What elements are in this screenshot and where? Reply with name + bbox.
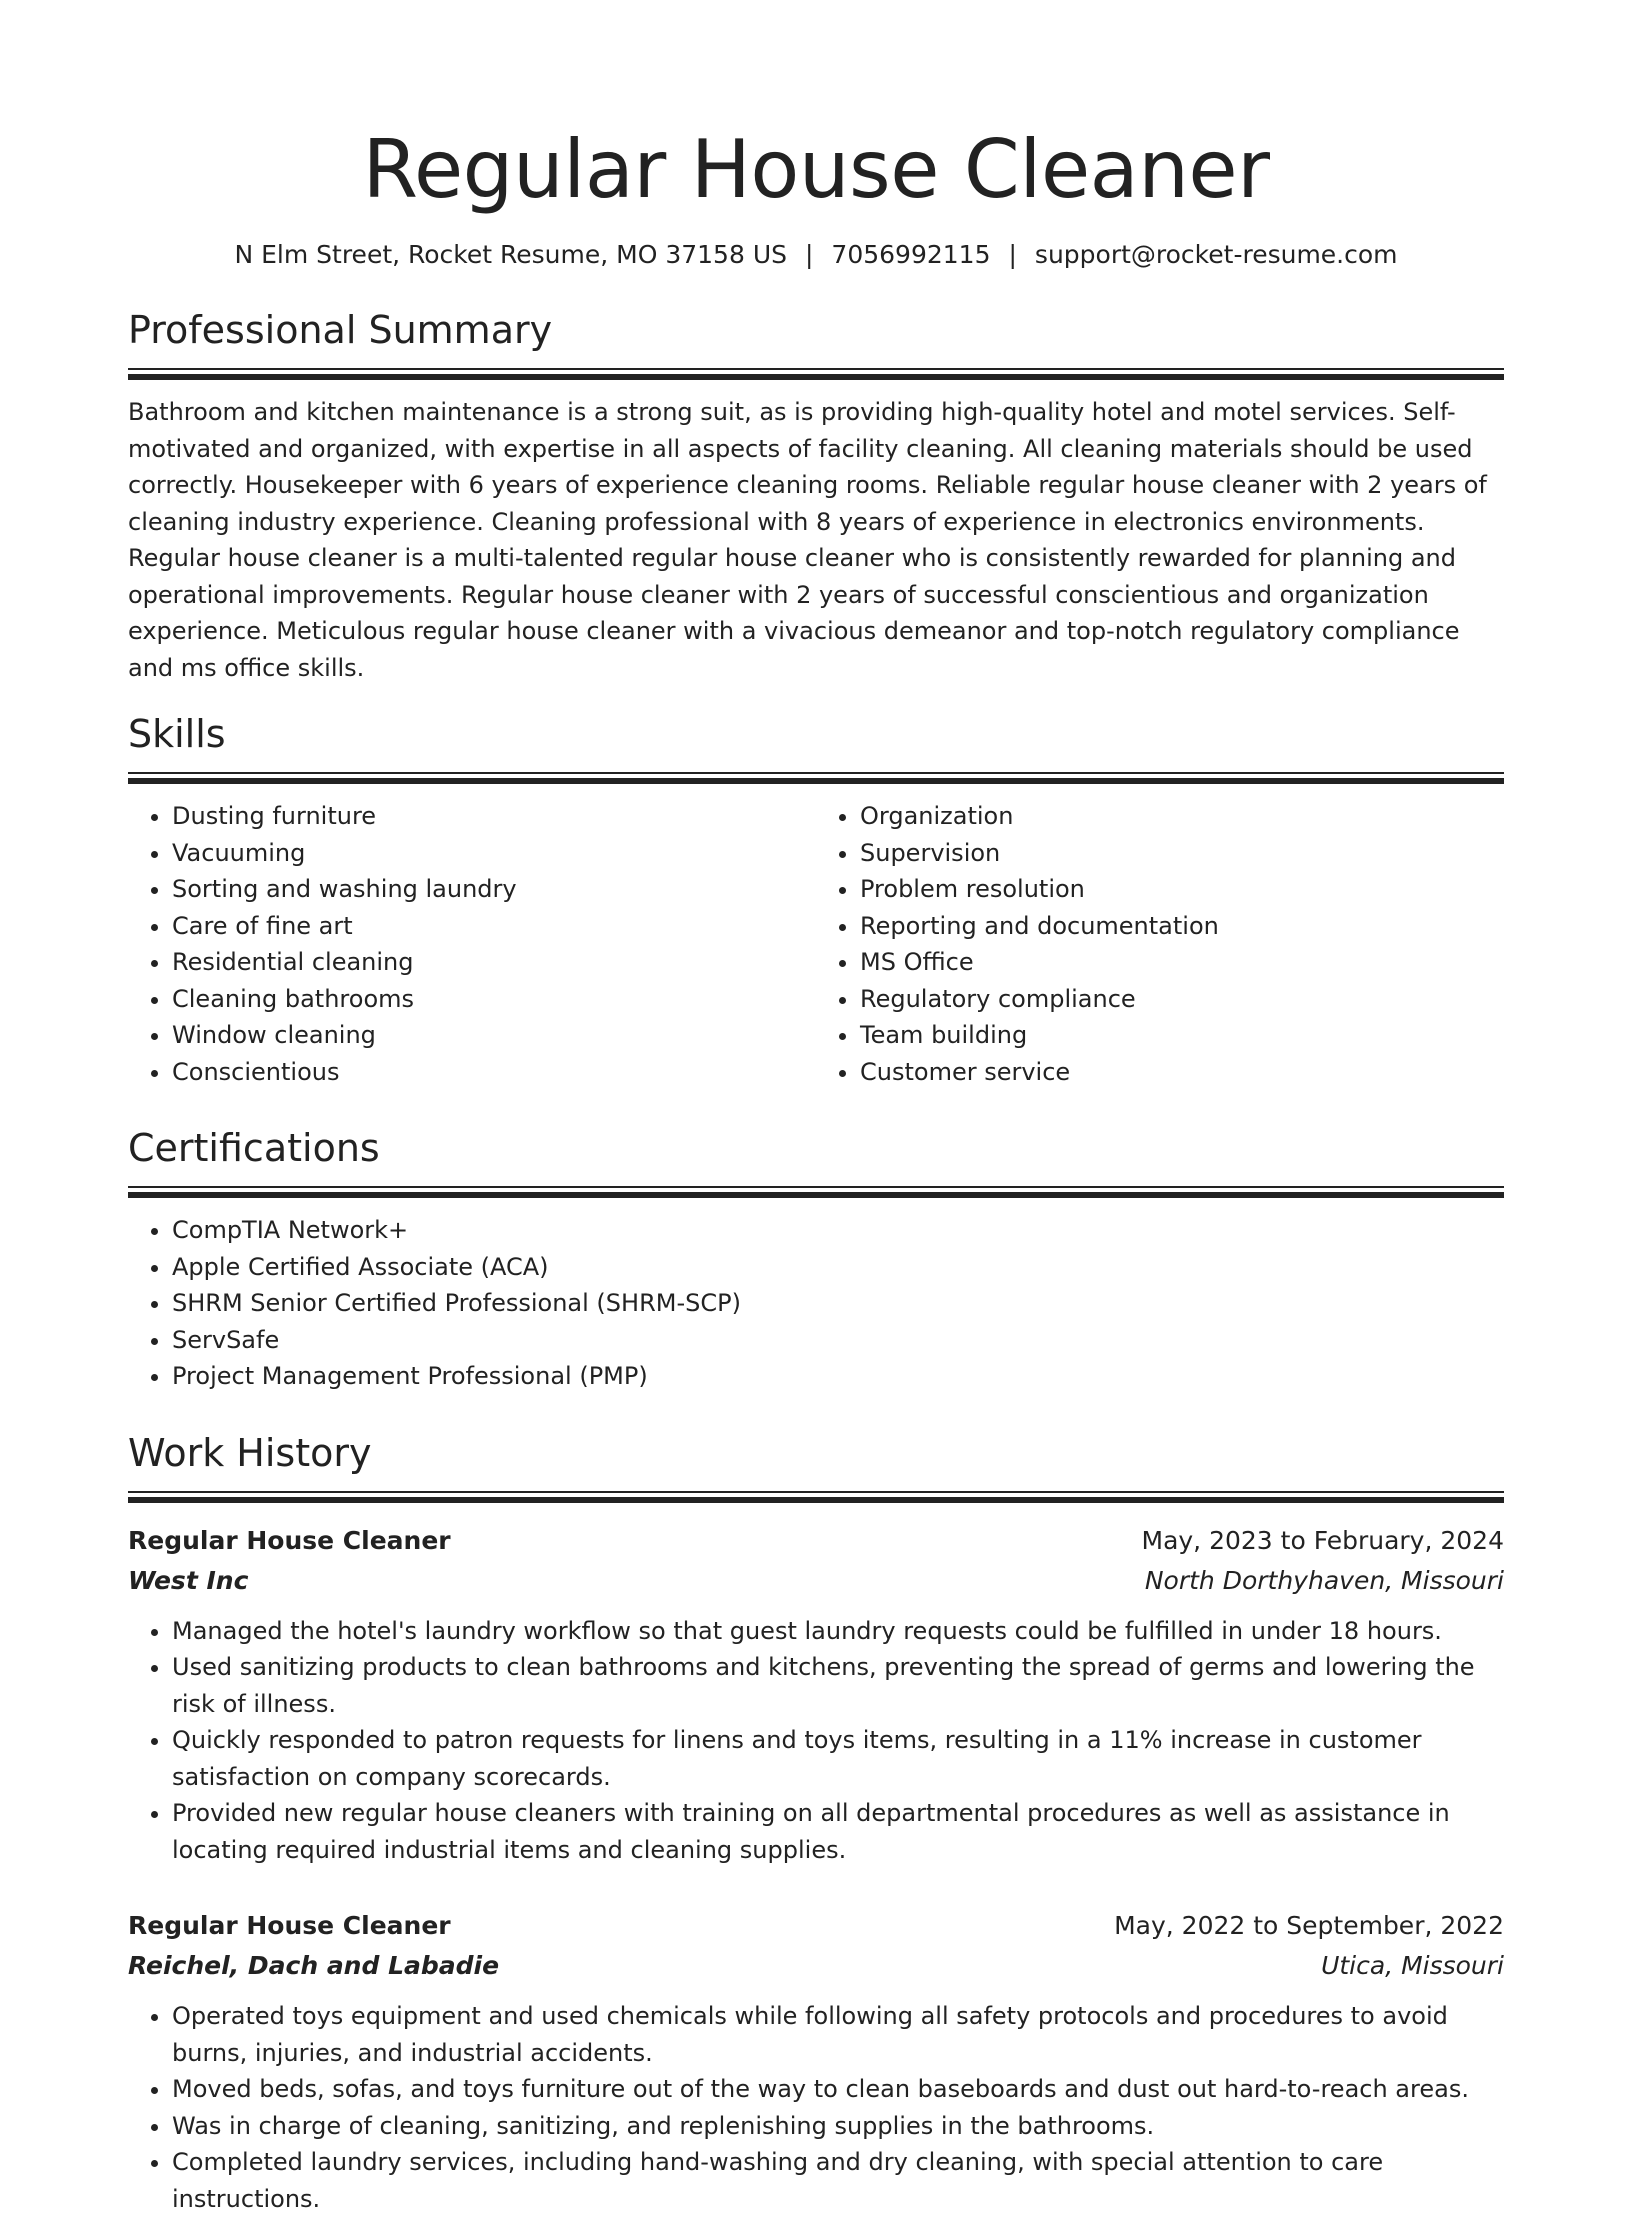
job-subheader <box>128 1561 1504 1601</box>
section-title: Skills <box>128 710 1504 758</box>
job-bullet: • Used sanitizing products to clean bathrooms and kitchens, preventing the spread of germs and lowering the risk of illness. <box>172 1649 1504 1722</box>
job-bullets <box>128 1613 1504 1869</box>
skill-item: • MS Office <box>860 944 1504 981</box>
skill-item: • Organization <box>860 798 1504 835</box>
job-dates: May, 2023 to February, 2024 <box>1142 1521 1505 1561</box>
skill-item: • Dusting furniture <box>172 798 816 835</box>
job-dates: May, 2022 to September, 2022 <box>1114 1906 1504 1946</box>
section-divider <box>128 772 1504 784</box>
certification-item: • Project Management Professional (PMP) <box>172 1358 1504 1395</box>
certifications-section <box>128 1124 1504 1395</box>
job-company: Reichel, Dach and Labadie <box>128 1946 499 1986</box>
skill-item: • Supervision <box>860 835 1504 872</box>
contact-email: support@rocket-resume.com <box>1035 240 1398 269</box>
work-history-section <box>128 1429 1504 2217</box>
certification-item: • Apple Certified Associate (ACA) <box>172 1249 1504 1286</box>
page-title: Regular House Cleaner <box>128 0 1504 222</box>
job-bullet: • Managed the hotel's laundry workflow so that guest laundry requests could be fulfilled in under 18 hours. <box>172 1613 1504 1650</box>
section-title: Professional Summary <box>128 306 1504 354</box>
job-location: Utica, Missouri <box>1321 1946 1504 1986</box>
job-company: West Inc <box>128 1561 248 1601</box>
job-header <box>128 1521 1504 1561</box>
skill-item: • Conscientious <box>172 1054 816 1091</box>
skills-list-right <box>816 798 1504 1090</box>
summary-text: Bathroom and kitchen maintenance is a strong suit, as is providing high-quality hotel and motel services. Self-motivated and organized, with expertise in all aspects of facility cleaning. All cleaning materials should be used correctly. Housekeeper with 6 years of experience cleaning rooms. Reliable regular house cleaner with 2 years of cleaning industry experience. Cleaning professional with 8 years of experience in electronics environments. Regular house cleaner is a multi-talented regular house cleaner who is consistently rewarded for planning and operational improvements. Regular house cleaner with 2 years of successful conscientious and organization experience. Meticulous regular house cleaner with a vivacious demeanor and top-notch regulatory compliance and ms office skills. <box>128 394 1504 686</box>
section-divider <box>128 1186 1504 1198</box>
skill-item: • Reporting and documentation <box>860 908 1504 945</box>
section-divider <box>128 368 1504 380</box>
job-subheader <box>128 1946 1504 1986</box>
certifications-list <box>128 1212 1504 1395</box>
job-bullet: • Operated toys equipment and used chemicals while following all safety protocols and procedures to avoid burns, injuries, and industrial accidents. <box>172 1998 1504 2071</box>
skill-item: • Residential cleaning <box>172 944 816 981</box>
job-location: North Dorthyhaven, Missouri <box>1145 1561 1504 1601</box>
summary-section <box>128 306 1504 686</box>
skill-item: • Problem resolution <box>860 871 1504 908</box>
contact-separator: | <box>805 240 813 269</box>
certification-item: • CompTIA Network+ <box>172 1212 1504 1249</box>
job-title: Regular House Cleaner <box>128 1906 451 1946</box>
certification-item: • SHRM Senior Certified Professional (SHRM-SCP) <box>172 1285 1504 1322</box>
section-title: Certifications <box>128 1124 1504 1172</box>
skill-item: • Team building <box>860 1017 1504 1054</box>
job-header <box>128 1906 1504 1946</box>
job-bullet: • Quickly responded to patron requests for linens and toys items, resulting in a 11% increase in customer satisfaction on company scorecards. <box>172 1722 1504 1795</box>
certification-item: • ServSafe <box>172 1322 1504 1359</box>
skill-item: • Care of fine art <box>172 908 816 945</box>
job-bullets <box>128 1998 1504 2217</box>
job-bullet: • Was in charge of cleaning, sanitizing, and replenishing supplies in the bathrooms. <box>172 2108 1504 2145</box>
job-bullet: • Moved beds, sofas, and toys furniture out of the way to clean baseboards and dust out hard-to-reach areas. <box>172 2071 1504 2108</box>
job-entry <box>128 1906 1504 2217</box>
job-bullet: • Provided new regular house cleaners with training on all departmental procedures as well as assistance in locating required industrial items and cleaning supplies. <box>172 1795 1504 1868</box>
contact-line <box>128 238 1504 272</box>
skill-item: • Customer service <box>860 1054 1504 1091</box>
skill-item: • Window cleaning <box>172 1017 816 1054</box>
job-title: Regular House Cleaner <box>128 1521 451 1561</box>
skill-item: • Sorting and washing laundry <box>172 871 816 908</box>
job-bullet: • Completed laundry services, including hand-washing and dry cleaning, with special attention to care instructions. <box>172 2144 1504 2217</box>
skills-columns <box>128 784 1504 1090</box>
skills-list-left <box>128 798 816 1090</box>
section-divider <box>128 1491 1504 1503</box>
section-title: Work History <box>128 1429 1504 1477</box>
contact-separator: | <box>1008 240 1016 269</box>
contact-address: N Elm Street, Rocket Resume, MO 37158 US <box>234 240 787 269</box>
skill-item: • Cleaning bathrooms <box>172 981 816 1018</box>
job-entry <box>128 1521 1504 1869</box>
contact-phone: 7056992115 <box>831 240 990 269</box>
skill-item: • Regulatory compliance <box>860 981 1504 1018</box>
skill-item: • Vacuuming <box>172 835 816 872</box>
skills-section <box>128 710 1504 1090</box>
